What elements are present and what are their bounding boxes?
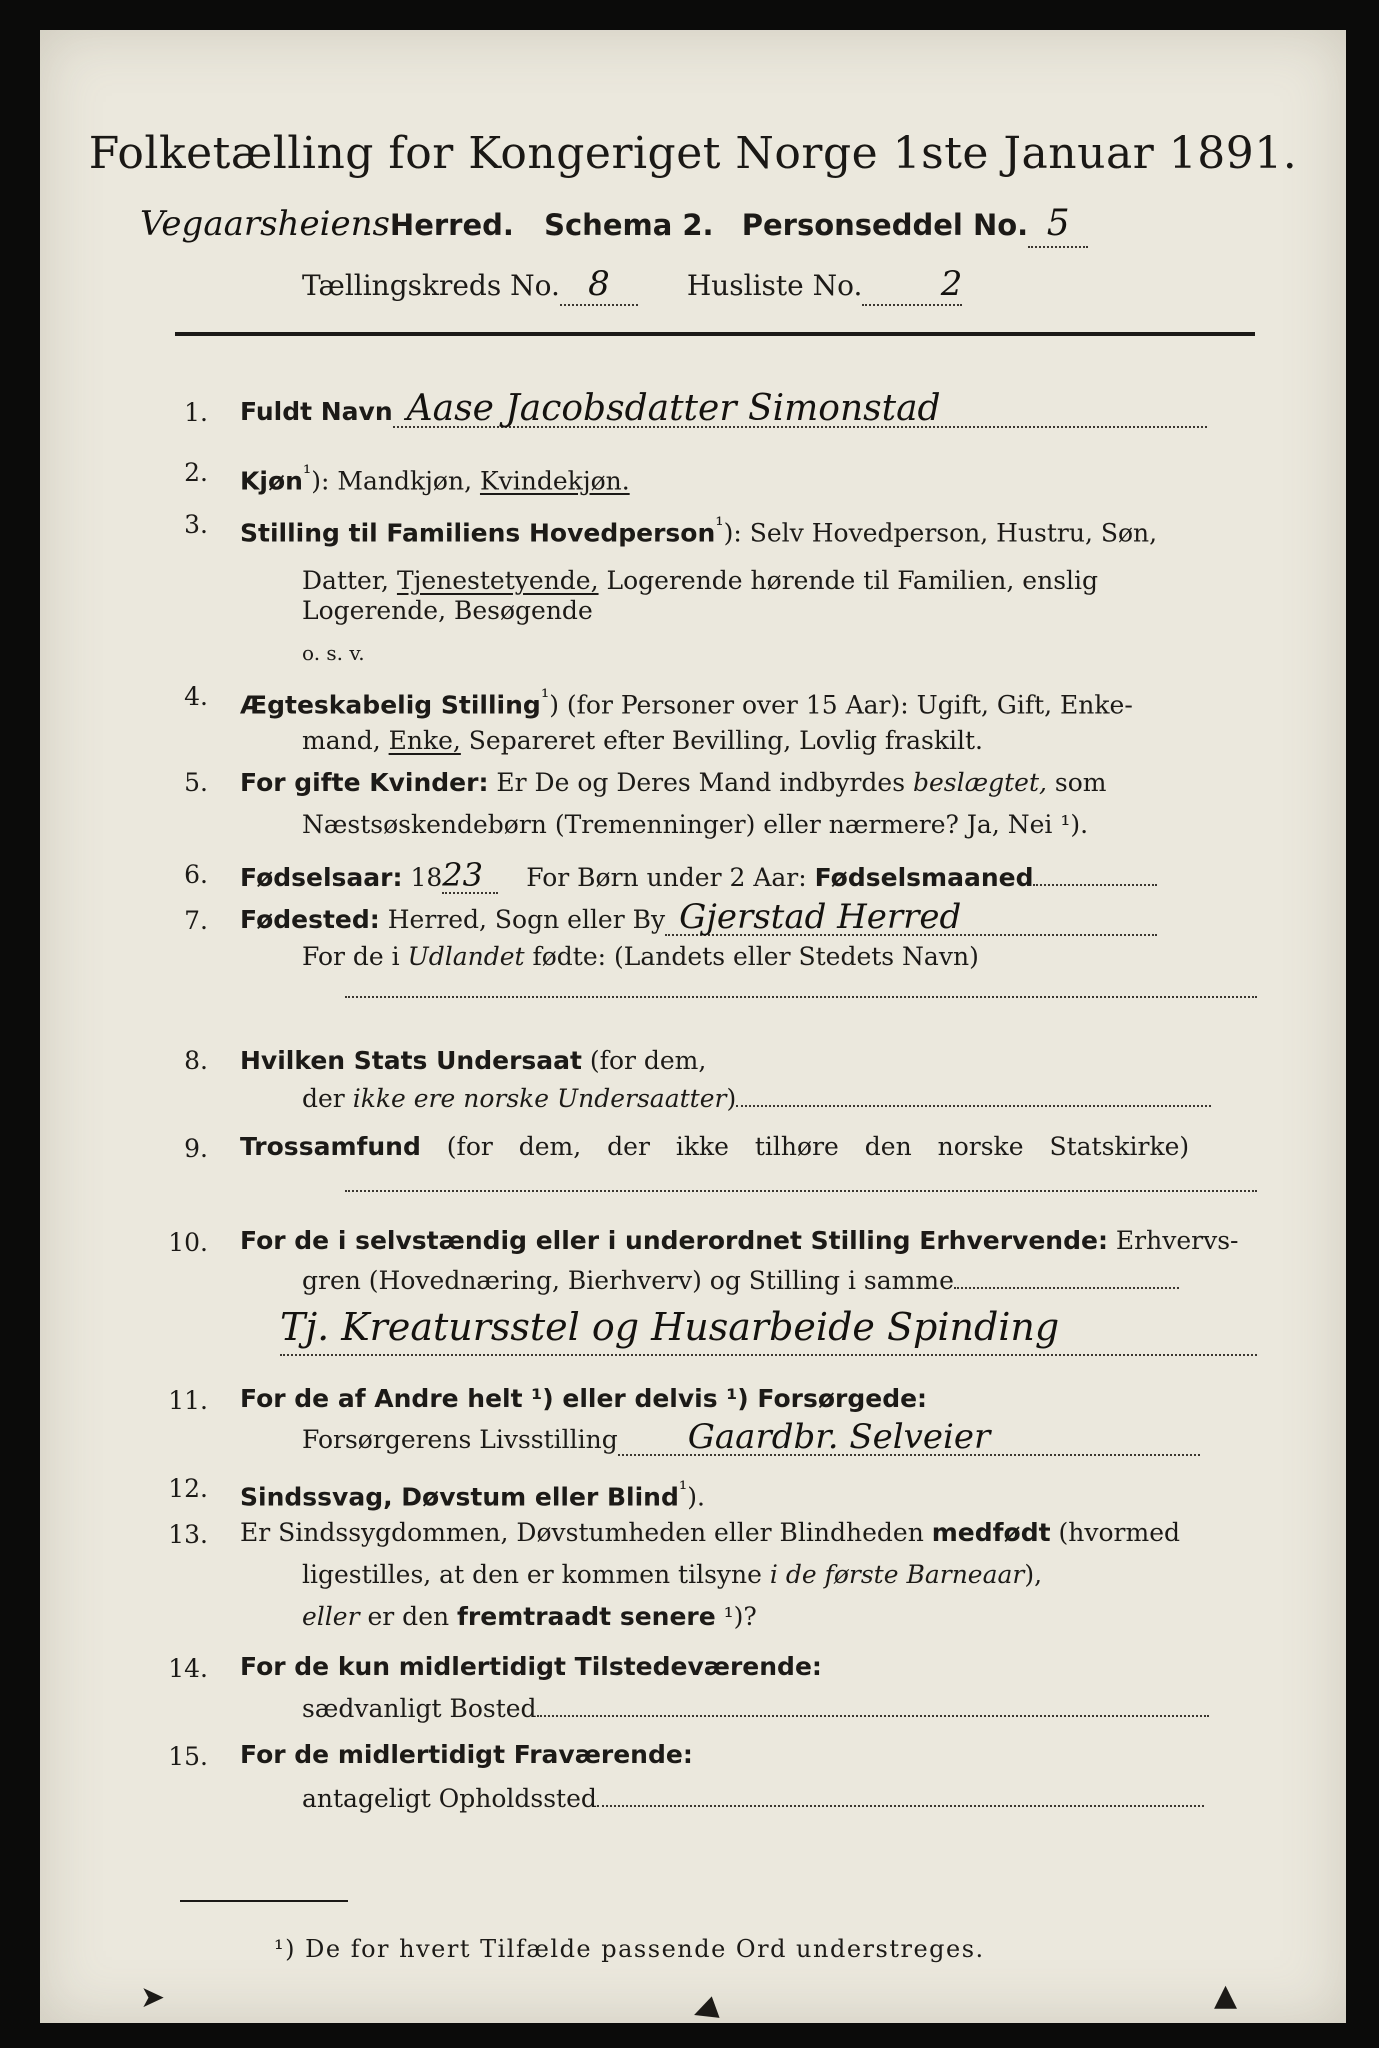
item-10-value: Tj. Kreatursstel og Husarbeide Spinding: [280, 1300, 1257, 1356]
item-2-number: 2.: [184, 458, 208, 487]
item-11-value: Gaardbr. Selveier: [618, 1420, 1200, 1456]
item-9: [240, 1130, 1189, 1164]
item-2-underlined: Kvindekjøn.: [479, 466, 630, 496]
item-15-line1: [240, 1738, 693, 1772]
form-title: Folketælling for Kongeriget Norge 1ste Januar 1891.: [88, 128, 1298, 179]
item-5-italic: beslægtet,: [913, 768, 1047, 797]
item-13-text: (hvormed: [1050, 1518, 1180, 1547]
item-8-label: Hvilken Stats Undersaat: [240, 1046, 582, 1075]
census-form-sheet: [40, 30, 1346, 2028]
item-11-line2: [302, 1417, 1200, 1457]
item-13-line3-bold: fremtraadt senere: [457, 1602, 716, 1631]
kreds-line: [302, 264, 962, 306]
item-7-label: Fødested:: [240, 905, 380, 934]
item-3-number: 3.: [184, 510, 208, 539]
item-10-line1: [240, 1224, 1238, 1258]
item-14-label: For de kun midlertidigt Tilstedeværende:: [240, 1652, 822, 1681]
registration-mark-right-icon: ▲: [1214, 1978, 1238, 2013]
item-6-text-b: For Børn under 2 Aar:: [526, 863, 815, 892]
item-10-line2: [302, 1264, 1179, 1298]
item-3-line3: Logerende, Besøgende: [302, 596, 593, 625]
item-6-year-value: 23: [442, 858, 498, 894]
item-7-line2: [302, 940, 979, 974]
footnote-rule: [180, 1900, 348, 1902]
item-3-sup: ¹: [715, 513, 724, 537]
personseddel-label: Personseddel No.: [741, 208, 1029, 242]
item-3-underlined: Tjenestetyende,: [396, 566, 599, 595]
item-7-line2-b: fødte: (Landets eller Stedets Navn): [524, 942, 979, 971]
item-10-label: For de i selvstændig eller i underordnet Stilling Erhvervende:: [240, 1226, 1108, 1255]
item-9-blank-line: [345, 1190, 1257, 1192]
item-13-line3: [302, 1600, 757, 1634]
item-12: [240, 1472, 705, 1514]
schema-label: Schema 2.: [544, 208, 714, 242]
item-3-line3: [302, 594, 593, 628]
item-5-line2: Næstsøskendebørn (Tremenninger) eller nærmere? Ja, Nei ¹).: [302, 810, 1089, 839]
item-4-line2-b: Separeret efter Bevilling, Lovlig fraskilt.: [460, 726, 983, 755]
item-8-text: (for dem,: [581, 1046, 707, 1075]
item-6-label: Fødselsaar:: [240, 863, 403, 892]
item-15-blank: [597, 1805, 1204, 1807]
item-8-line2-a: der: [302, 1084, 353, 1113]
item-10-text: Erhvervs-: [1107, 1226, 1239, 1255]
item-7-number: 7.: [184, 906, 208, 935]
item-13-label-b: medfødt: [931, 1518, 1051, 1547]
item-10-blank: [954, 1287, 1179, 1289]
item-3-line1: [240, 508, 1157, 550]
item-7-value: Gjerstad Herred: [665, 900, 1157, 936]
item-5-line1: [240, 766, 1107, 800]
item-12-label: Sindssvag, Døvstum eller Blind: [240, 1482, 679, 1512]
item-12-number: 12.: [168, 1474, 208, 1503]
item-7-blank-line: [345, 996, 1257, 998]
item-13-line2-a: ligestilles, at den er kommen tilsyne: [302, 1560, 770, 1589]
item-4-line1-rest: ) (for Personer over 15 Aar): Ugift, Gift, Enke-: [549, 690, 1133, 720]
footnote: ¹) De for hvert Tilfælde passende Ord understreges.: [274, 1935, 985, 1963]
item-4-line2: [302, 724, 983, 758]
item-8-italic: ikke ere norske Undersaatter: [352, 1084, 727, 1113]
item-13-line3-a: er den: [359, 1602, 458, 1631]
personseddel-value: 5: [1028, 202, 1088, 248]
header-rule: [175, 332, 1255, 336]
item-13-line2-b: ),: [1024, 1560, 1043, 1589]
item-15-label: For de midlertidigt Fraværende:: [240, 1740, 693, 1769]
herred-line: [140, 202, 1088, 248]
registration-mark-left-icon: ➤: [140, 1980, 166, 2015]
item-7-text: Herred, Sogn eller By: [379, 905, 666, 934]
item-3-line2-a: Datter,: [302, 566, 397, 595]
item-6-year-prefix: 18: [402, 863, 443, 892]
kreds-value: 8: [560, 264, 638, 306]
husliste-label: Husliste No.: [686, 269, 863, 302]
item-1-value: Aase Jacobsdatter Simonstad: [393, 392, 1207, 428]
kreds-label: Tællingskreds No.: [302, 269, 560, 302]
item-9-number: 9.: [184, 1134, 208, 1163]
item-11-line1: [240, 1382, 927, 1416]
item-6-label-b: Fødselsmaaned: [814, 863, 1034, 892]
item-7-line1: [240, 897, 1157, 937]
item-4-number: 4.: [184, 682, 208, 711]
item-15-number: 15.: [168, 1742, 208, 1771]
item-2: [240, 456, 630, 498]
item-1: [240, 388, 1207, 429]
item-4-underlined: Enke,: [388, 726, 461, 755]
registration-mark-center-icon: ▼: [686, 1993, 727, 2028]
item-5-line1-b: som: [1046, 768, 1107, 797]
husliste-value: 2: [862, 264, 962, 306]
item-14-blank: [537, 1715, 1209, 1717]
item-13-number: 13.: [168, 1520, 208, 1549]
item-5-label: For gifte Kvinder:: [240, 768, 489, 797]
item-5-line1-a: Er De og Deres Mand indbyrdes: [488, 768, 913, 797]
item-8-number: 8.: [184, 1046, 208, 1075]
item-7-italic: Udlandet: [407, 942, 525, 971]
item-12-sup: ¹: [678, 1477, 688, 1501]
item-6-number: 6.: [184, 860, 208, 889]
herred-value: Vegaarsheiens: [140, 204, 390, 244]
item-6: [240, 858, 1157, 895]
item-6-blank: [1033, 884, 1157, 886]
item-7-line2-a: For de i: [302, 942, 408, 971]
item-10-line2: gren (Hovednæring, Bierhverv) og Stilling i samme: [302, 1266, 954, 1295]
item-4-sup: ¹: [540, 685, 550, 709]
item-13-line2: [302, 1558, 1042, 1592]
item-4-line1: [240, 680, 1133, 722]
item-2-label: Kjøn: [240, 466, 303, 496]
item-13-line3-italic: eller: [302, 1602, 360, 1631]
item-11-line2: Forsørgerens Livsstilling: [302, 1425, 618, 1454]
item-3-line4: o. s. v.: [302, 641, 365, 665]
item-10-number: 10.: [168, 1228, 208, 1257]
item-3-label: Stilling til Familiens Hovedperson: [240, 518, 716, 548]
item-8-line2: [302, 1082, 1211, 1116]
item-13-label-a: Er Sindssygdommen, Døvstumheden eller Blindheden: [240, 1518, 932, 1547]
item-3-line2-b: Logerende hørende til Familien, enslig: [598, 566, 1099, 595]
item-14-line2: [302, 1692, 1209, 1726]
item-8-line2-b: ): [726, 1084, 737, 1113]
item-8-line1: [240, 1044, 706, 1078]
item-9-label: Trossamfund: [240, 1132, 421, 1161]
item-12-text: ).: [687, 1482, 705, 1512]
item-14-line1: [240, 1650, 822, 1684]
item-8-blank: [736, 1105, 1211, 1107]
item-2-text: ): Mandkjøn,: [311, 466, 480, 496]
item-9-text: (for dem, der ikke tilhøre den norske Statskirke): [420, 1132, 1190, 1161]
item-13-italic: i de første Barneaar: [769, 1560, 1025, 1589]
item-14-number: 14.: [168, 1654, 208, 1683]
item-13-line1: [240, 1516, 1180, 1550]
item-14-line2: sædvanligt Bosted: [302, 1694, 537, 1723]
item-11-label: For de af Andre helt ¹) eller delvis ¹) Forsørgede:: [240, 1384, 928, 1413]
item-3-line2: [302, 564, 1098, 598]
item-13-line3-c: ¹)?: [715, 1602, 757, 1631]
item-1-number: 1.: [184, 398, 208, 427]
item-2-sup: ¹: [302, 461, 312, 485]
item-15-line2: [302, 1782, 1204, 1816]
item-4-label: Ægteskabelig Stilling: [240, 690, 541, 720]
item-5-number: 5.: [184, 768, 208, 797]
item-4-line2-a: mand,: [302, 726, 389, 755]
item-15-line2: antageligt Opholdssted: [302, 1784, 597, 1813]
item-1-label: Fuldt Navn: [240, 397, 393, 426]
item-3-line1-rest: ): Selv Hovedperson, Hustru, Søn,: [723, 518, 1158, 548]
item-11-number: 11.: [168, 1386, 208, 1415]
herred-label: Herred.: [389, 208, 514, 242]
